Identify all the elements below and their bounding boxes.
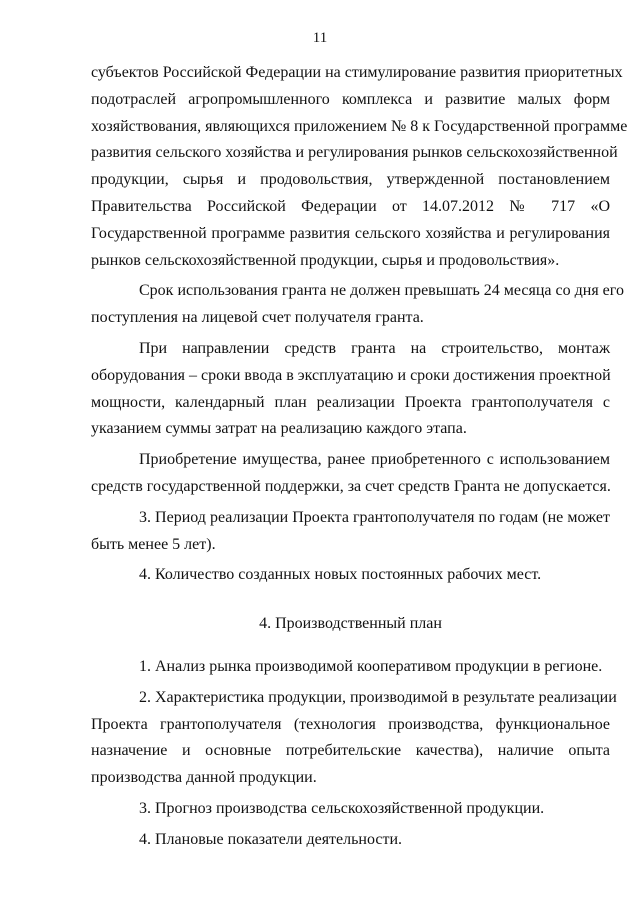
text-line: субъектов Российской Федерации на стимулирование развития приоритетных	[91, 64, 623, 81]
text-line: развития сельского хозяйства и регулирования рынков сельскохозяйственной	[91, 144, 618, 162]
text-line: Срок использования гранта не должен превышать 24 месяца со дня его	[139, 282, 624, 300]
text-line: Приобретение имущества, ранее приобретенного с использованием	[139, 451, 610, 469]
text-line: Проекта грантополучателя (технология производства, функциональное	[91, 715, 610, 733]
text-line: поступления на лицевой счет получателя гранта.	[91, 309, 424, 327]
paragraph-legal-basis	[91, 60, 628, 274]
text-line: указанием суммы затрат на реализацию каждого этапа.	[91, 420, 467, 438]
text-line: При направлении средств гранта на строительство, монтаж	[139, 339, 610, 357]
text-line: 2. Характеристика продукции, производимой в результате реализации	[139, 688, 617, 706]
paragraph-grant-term	[91, 278, 624, 332]
text-line: мощности, календарный план реализации Проекта грантополучателя с	[91, 393, 610, 411]
paragraph-production-forecast	[91, 796, 610, 823]
paragraph-planned-indicators	[91, 827, 610, 854]
text-line: Государственной программе развития сельского хозяйства и регулирования	[91, 224, 610, 242]
text-line: 4. Плановые показатели деятельности.	[139, 830, 403, 848]
text-line: рынков сельскохозяйственной продукции, сырья и продовольствия».	[91, 251, 560, 269]
paragraph-market-analysis	[91, 654, 610, 681]
text-line: 3. Период реализации Проекта грантополучателя по годам (не может	[139, 508, 610, 526]
text-line: 3. Прогноз производства сельскохозяйственной продукции.	[139, 799, 545, 817]
section-heading: 4. Производственный план	[259, 615, 442, 633]
paragraph-period	[91, 505, 610, 559]
text-line: средств государственной поддержки, за счет средств Гранта не допускается.	[91, 477, 611, 495]
text-line: быть менее 5 лет).	[91, 535, 216, 553]
paragraph-product-characteristics	[91, 685, 617, 792]
paragraph-jobs	[91, 562, 610, 589]
text-line: 4. Количество созданных новых постоянных рабочих мест.	[139, 566, 542, 584]
text-line: производства данной продукции.	[91, 769, 317, 787]
text-line: 1. Анализ рынка производимой кооперативом продукции в регионе.	[139, 657, 603, 675]
page-number: 11	[312, 30, 328, 46]
paragraph-property	[91, 447, 610, 501]
paragraph-construction	[91, 336, 610, 443]
text-line: подотраслей агропромышленного комплекса и развитие малых форм	[91, 90, 610, 108]
text-line: оборудования – сроки ввода в эксплуатацию и сроки достижения проектной	[91, 366, 611, 384]
text-line: Правительства Российской Федерации от 14.07.2012 № 717 «О	[91, 197, 610, 215]
text-line: продукции, сырья и продовольствия, утвержденной постановлением	[91, 171, 610, 189]
text-line: назначение и основные потребительские качества), наличие опыта	[91, 742, 610, 760]
document-body	[91, 60, 628, 854]
text-line: хозяйствования, являющихся приложением № 8 к Государственной программе	[91, 117, 628, 135]
